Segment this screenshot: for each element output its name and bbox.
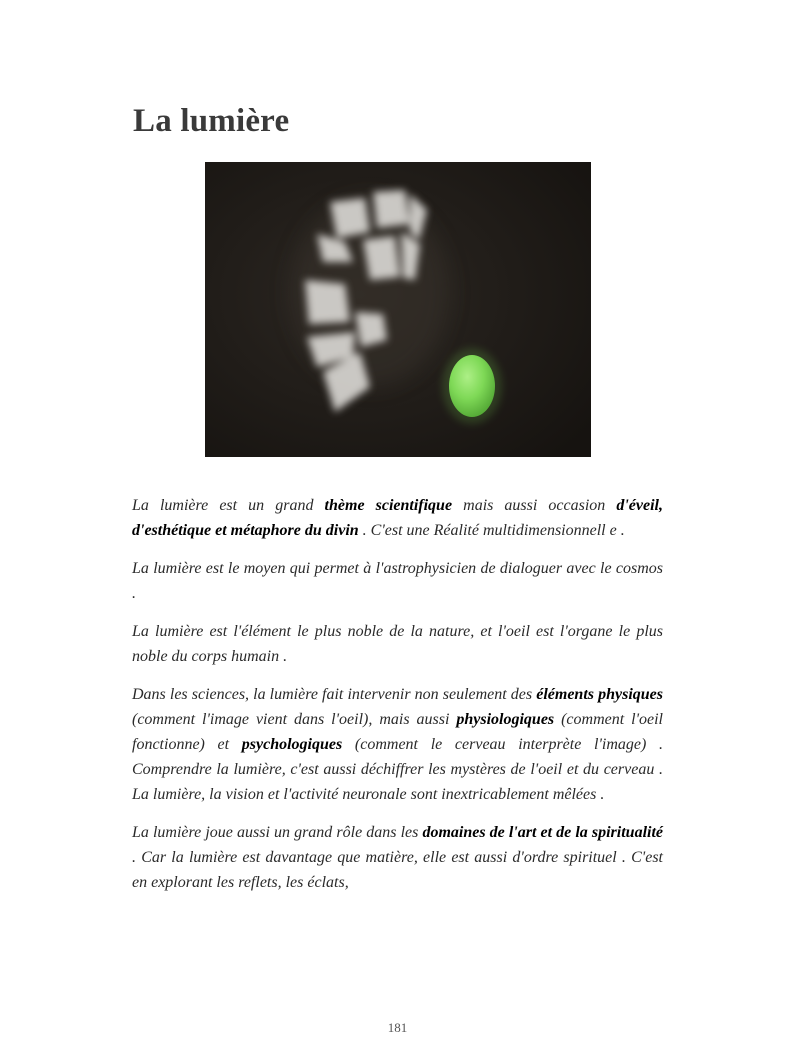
paragraph (132, 493, 663, 543)
paragraph (132, 820, 663, 895)
light-reflection-photo (205, 162, 591, 457)
text-run: (comment l'image vient dans l'oeil), mais aussi (132, 711, 457, 728)
bold-phrase: physiologiques (456, 711, 555, 728)
bold-phrase: éléments physiques (536, 686, 663, 703)
bold-phrase: psychologiques (241, 736, 343, 753)
text-run: (comment l'oeil fonctionne) et (132, 711, 664, 753)
text-run: La lumière joue aussi un grand rôle dans les (132, 824, 423, 841)
bold-phrase: thème scientifique (324, 497, 453, 514)
page-number: 181 (387, 1020, 408, 1035)
body-text (132, 493, 663, 908)
bold-phrase: d'éveil, d'esthétique et métaphore du divin (132, 497, 663, 539)
text-run: La lumière est un grand (132, 497, 325, 514)
text-run: mais aussi occasion (452, 497, 617, 514)
page-title: La lumière (133, 103, 290, 139)
text-run: . C'est une Réalité multidimensionnell e . (358, 522, 625, 539)
paragraph (132, 682, 663, 807)
text-run: La lumière est le moyen qui permet à l'astrophysicien de dialoguer avec le cosmos . (132, 560, 663, 602)
text-run: La lumière est l'élément le plus noble de la nature, et l'oeil est l'organe le plus noble du corps humain . (132, 623, 663, 665)
paragraph (132, 556, 663, 606)
text-run: (comment le cerveau interprète l'image) . Comprendre la lumière, c'est aussi déchiffrer les mystères de l'oeil et du cerveau . La lumière, la vision et l'activité neuronale sont inextricablement mêlées . (132, 736, 663, 803)
text-run: Dans les sciences, la lumière fait intervenir non seulement des (132, 686, 537, 703)
paragraph (132, 619, 663, 669)
text-run: . Car la lumière est davantage que matière, elle est aussi d'ordre spirituel . C'est en explorant les reflets, les éclats, (132, 849, 663, 891)
bold-phrase: domaines de l'art et de la spiritualité (422, 824, 664, 841)
